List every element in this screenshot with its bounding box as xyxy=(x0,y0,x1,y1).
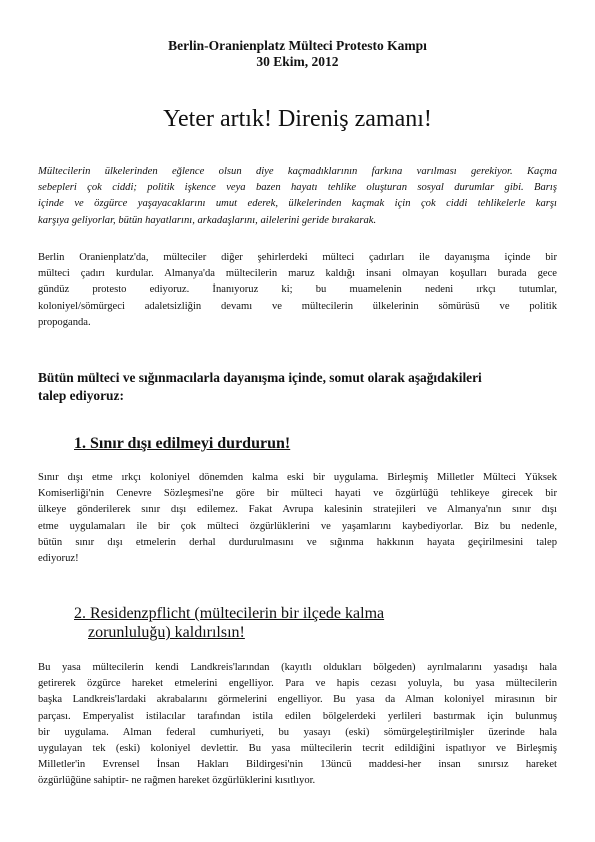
camp-line: Berlin Oranienplatz'da, mülteciler diğer şehirlerdeki mülteci çadırları ile dayanışma içinde bir xyxy=(38,252,557,263)
demand-intro-line: Bütün mülteci ve sığınmacılarla dayanışma içinde, somut olarak aşağıdakileri xyxy=(38,370,482,385)
intro-line: Mültecilerin ülkelerinden eğlence olsun diye kaçmadıklarının farkına varılması gerekiyor. Kaçma xyxy=(38,166,557,177)
section1-line: etme uygulamaları ile bir çok mülteci özgürlüklerini ve yaşamlarını kaybediyorlar. Biz bu nedenle, xyxy=(38,520,557,532)
section1-line: ediyoruz! xyxy=(38,553,79,565)
section2-line: başka Landkreis'lardaki akrabalarını görmelerini engelliyor. Bu yasa da Alman koloniyel mirasının bir xyxy=(38,694,557,706)
camp-line: mülteci çadırı kurdular. Almanya'da mültecilerin maruz kaldığı insani olmayan koşulları burada gece xyxy=(38,268,557,280)
section1-line: ülkeye gönderilerek sınır dışı edilemez. Fakat Avrupa kalesinin stratejileri ve Almanya'nın sınır dışı xyxy=(38,504,557,516)
section2-line: Milletler'in Evrensel İnsan Hakları Bildirgesi'nin 13üncü maddesi-her insan sınırsız hareket xyxy=(38,759,557,771)
section2-title xyxy=(74,604,384,642)
demand-intro-line: talep ediyoruz: xyxy=(38,388,124,403)
header-organization: Berlin-Oranienplatz Mülteci Protesto Kampı xyxy=(168,38,427,53)
section1-title: 1. Sınır dışı edilmeyi durdurun! xyxy=(74,435,291,452)
header-date: 30 Ekim, 2012 xyxy=(256,54,339,69)
section2-body xyxy=(38,660,557,790)
camp-line: koloniyel/sömürgeci adaletsizliğin devamı ve mültecilerin ülkelerinin sömürüsü ve politik xyxy=(38,300,557,312)
intro-line: içinde ve özgürce yaşayacaklarını umut ederek, ülkelerinden kaçmak için çok ciddi tehlikelerle karşı xyxy=(38,198,557,210)
section2-title-line: zorunluluğu) kaldırılsın! xyxy=(88,624,245,641)
intro-line: karşıya geliyorlar, bütün hayatlarını, arkadaşlarını, ailelerini geride bırakarak. xyxy=(38,214,377,226)
section1-line: bütün sınır dışı etmelerin derhal durdurulmasını ve sığınma hakkının hayata geçirilmesini talep xyxy=(38,536,557,548)
section2-line: getirerek özgürce hareket etmelerini engelliyor. Para ve hapis cezası yoluyla, bu yasa mültecilerin xyxy=(38,678,557,690)
intro-line: sebepleri çok ciddi; politik işkence veya bazen hayatı tehlike oluşturan sosyal durumlar gibi. Barış xyxy=(38,182,557,194)
camp-line: gündüz protesto ediyoruz. İnanıyoruz ki; bu muamelenin nedeni ırkçı tutumlar, xyxy=(38,284,557,296)
camp-paragraph xyxy=(38,250,557,331)
page-title: Yeter artık! Direniş zamanı! xyxy=(163,106,432,132)
section2-line: özgürlüğüne sahiptir- ne rağmen hareket özgürlüklerini kısıtlıyor. xyxy=(38,775,316,787)
section2-line: parçası. Emperyalist istilacılar tarafından istila edilen bölgelerdeki yerlileri bastırmak için bulunmuş xyxy=(38,710,557,722)
document-header xyxy=(0,38,595,70)
demand-intro xyxy=(38,369,557,405)
camp-line: propoganda. xyxy=(38,316,91,328)
section2-title-line: 2. Residenzpflicht (mültecilerin bir ilçede kalma xyxy=(74,605,385,622)
intro-paragraph xyxy=(38,164,557,229)
section2-line: Bu yasa mültecilerin kendi Landkreis'larından (kayıtlı oldukları bölgeden) ayrılmalarını yasadışı hala xyxy=(38,662,557,673)
section2-line: bir uygulama. Alman federal cumhuriyeti, bu yasayı (eski) sömürgeleştirilmişler üzerinde hala xyxy=(38,726,557,738)
section1-body xyxy=(38,470,557,567)
section1-line: Komiserliği'nin Cenevre Sözleşmesi'ne göre bir mülteci hayati ve özgürlüğü tehlikeye girecek bir xyxy=(38,488,557,500)
section1-line: Sınır dışı etme ırkçı koloniyel dönemden kalma eski bir uygulama. Birleşmiş Milletler Mülteci Yüksek xyxy=(38,472,557,483)
section2-line: uygulayan tek (eski) koloniyel devlettir. Bu yasa mültecilerin tecrit edildiğini ispatlıyor ve Birleşmiş xyxy=(38,743,557,755)
